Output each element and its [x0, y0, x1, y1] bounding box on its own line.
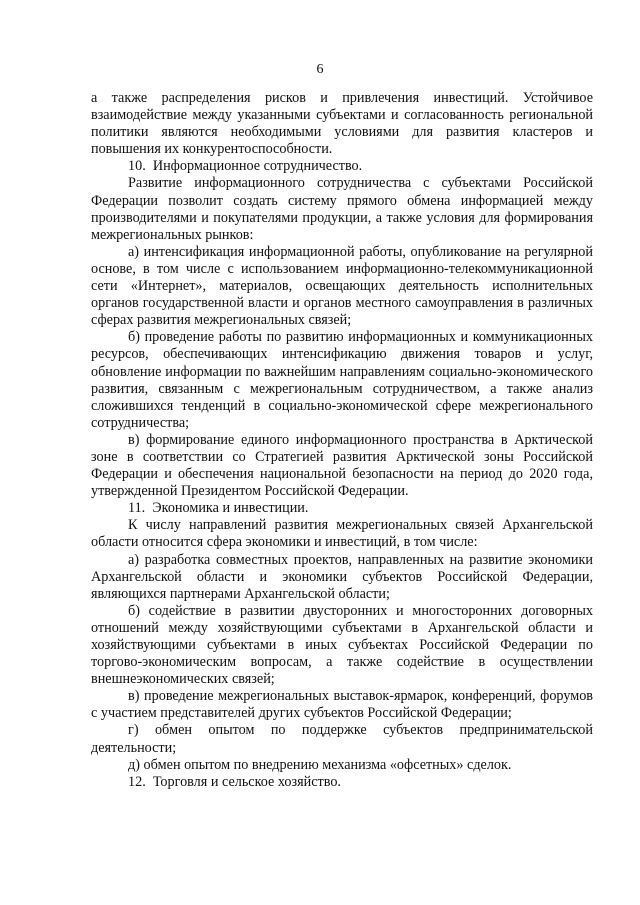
list-item-a: а) интенсификация информационной работы, опубликование на регулярной основе, в том числе с использованием информационно-телекоммуникационной сети «Интернет», материалов, освещающих деятельность исполнительных органов государственной власти и органов местного самоуправления в различных сферах развития межрегиональных связей; — [91, 243, 593, 329]
list-item-g: г) обмен опытом по поддержке субъектов предпринимательской деятельности; — [91, 722, 593, 756]
page-number: 6 — [316, 62, 324, 77]
list-item-a: а) разработка совместных проектов, направленных на развитие экономики Архангельской области и экономики субъектов Российской Федерации, являющихся партнерами Архангельской области; — [91, 551, 593, 602]
section-heading-12: 12. Торговля и сельское хозяйство. — [128, 773, 341, 790]
list-item-v: в) формирование единого информационного пространства в Арктической зоне в соответствии со Стратегией развития Арктической зоны Российской Федерации и обеспечения национальной безопасности на период до 2020 года, утвержденной Президентом Российской Федерации. — [91, 431, 593, 500]
list-item-b: б) содействие в развитии двусторонних и многосторонних договорных отношений между хозяйствующими субъектами в Архангельской области и хозяйствующими субъектами в иных субъектах Российской Федерации по торгово-экономическим вопросам, а также содействие в осуществлении внешнеэкономических связей; — [91, 602, 593, 688]
paragraph-continuation: а также распределения рисков и привлечения инвестиций. Устойчивое взаимодействие между указанными субъектами и согласованность региональной политики являются необходимыми условиями для развития кластеров и повышения их конкурентоспособности. — [91, 90, 593, 158]
section-heading-11: 11. Экономика и инвестиции. — [128, 500, 309, 517]
list-item-v: в) проведение межрегиональных выставок-ярмарок, конференций, форумов с участием представителей других субъектов Российской Федерации; — [91, 688, 593, 722]
list-item-d: д) обмен опытом по внедрению механизма «офсетных» сделок. — [128, 756, 512, 773]
document-body — [91, 90, 593, 791]
section-heading-10: 10. Информационное сотрудничество. — [128, 158, 363, 175]
paragraph-economy-intro: К числу направлений развития межрегиональных связей Архангельской области относится сфера экономики и инвестиций, в том числе: — [91, 517, 593, 551]
paragraph-info-intro: Развитие информационного сотрудничества с субъектами Российской Федерации позволит создать систему прямого обмена информацией между производителями и покупателями продукции, а также условия для формирования межрегиональных рынков: — [91, 175, 593, 243]
list-item-b: б) проведение работы по развитию информационных и коммуникационных ресурсов, обеспечивающих интенсификацию движения товаров и услуг, обновление информации по важнейшим направлениям социально-экономического развития, связанным с межрегиональным сотрудничеством, а также анализ сложившихся тенденций в социально-экономической сфере межрегионального сотрудничества; — [91, 329, 593, 431]
